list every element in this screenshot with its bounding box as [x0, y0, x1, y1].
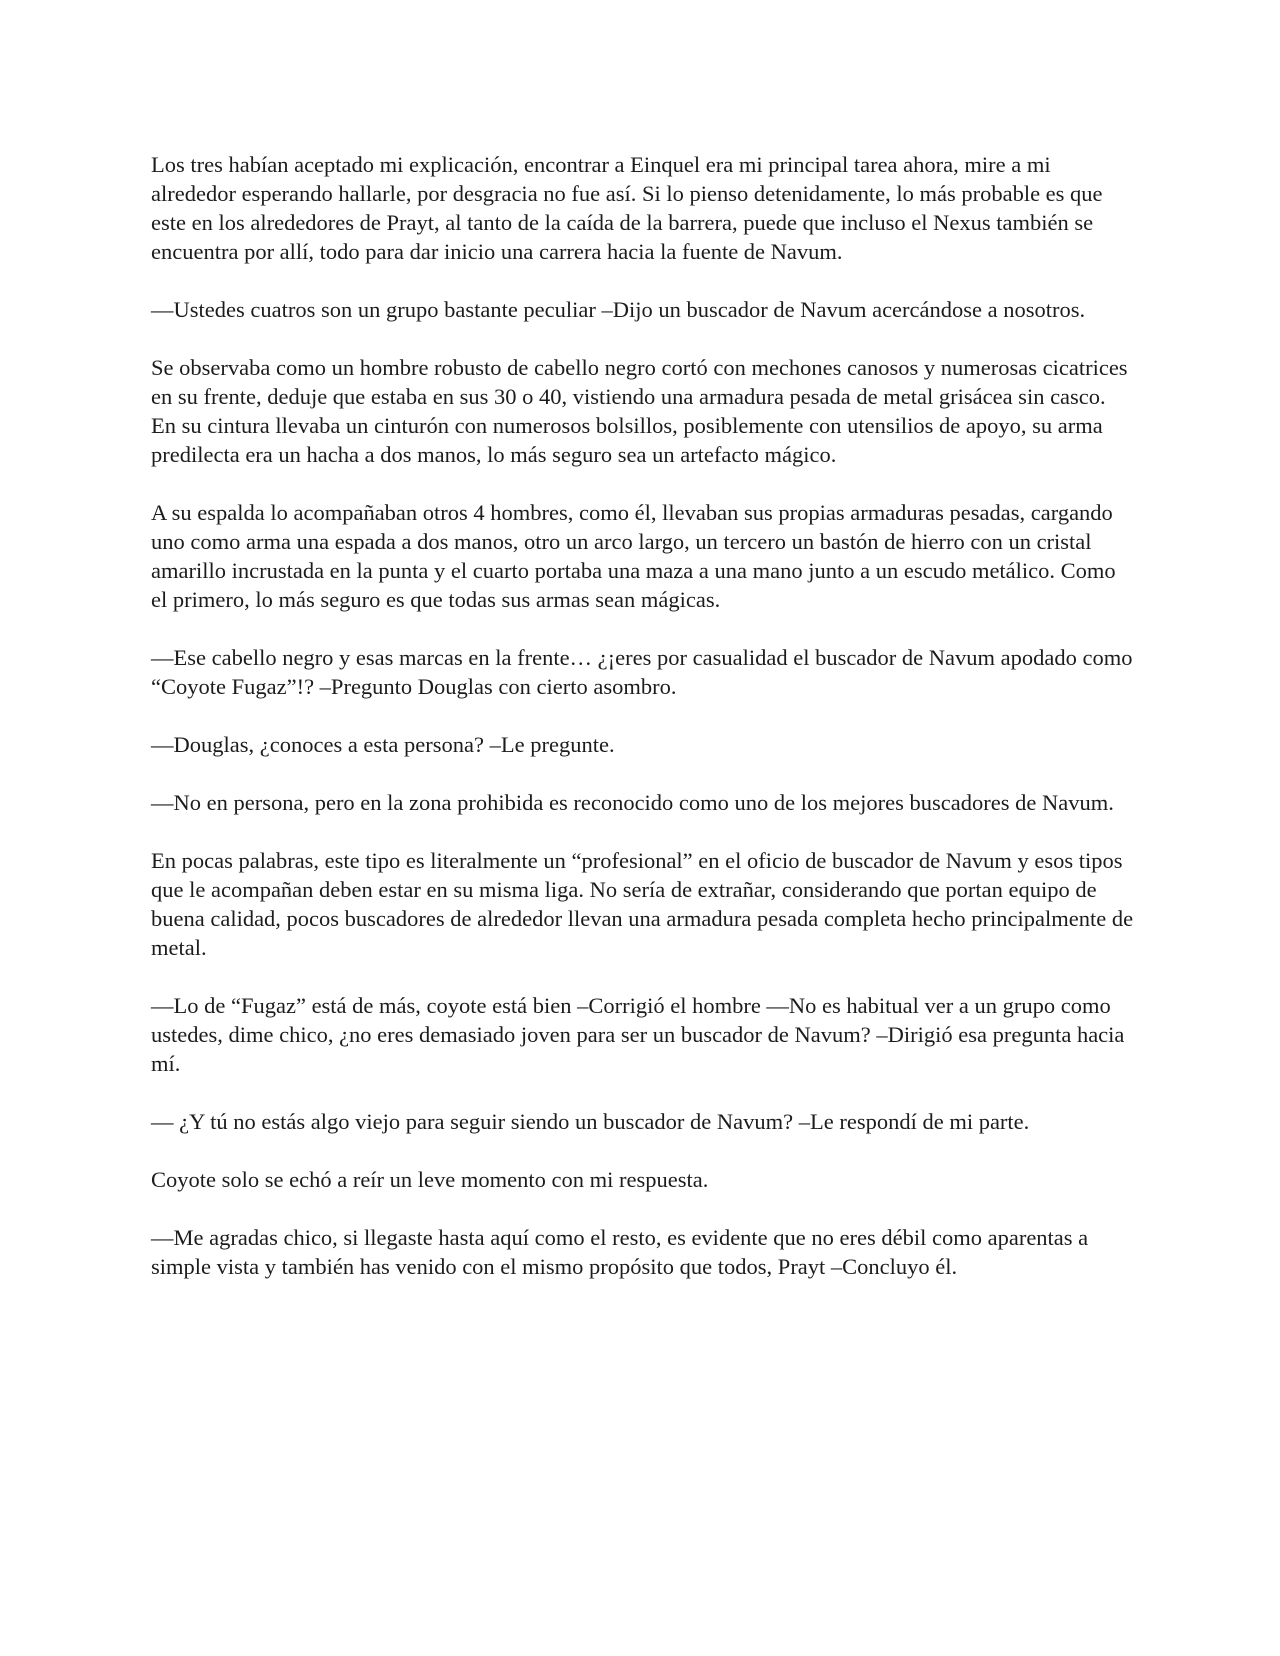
paragraph-6: —Douglas, ¿conoces a esta persona? –Le pregunte. [151, 732, 615, 757]
paragraph-3: Se observaba como un hombre robusto de cabello negro cortó con mechones canosos y numerosas cicatrices en su frente, deduje que estaba en sus 30 o 40, vistiendo una armadura pesada de metal grisácea sin casco. En su cintura llevaba un cinturón con numerosos bolsillos, posiblemente con utensilios de apoyo, su arma predilecta era un hacha a dos manos, lo más seguro sea un artefacto mágico. [151, 355, 1128, 467]
paragraph-11: Coyote solo se echó a reír un leve momento con mi respuesta. [151, 1167, 709, 1192]
paragraph-10: — ¿Y tú no estás algo viejo para seguir siendo un buscador de Navum? –Le respondí de mi parte. [151, 1109, 1030, 1134]
paragraph-12: —Me agradas chico, si llegaste hasta aquí como el resto, es evidente que no eres débil como aparentas a simple vista y también has venido con el mismo propósito que todos, Prayt –Concluyo él. [151, 1225, 1089, 1279]
paragraph-7: —No en persona, pero en la zona prohibida es reconocido como uno de los mejores buscadores de Navum. [151, 790, 1114, 815]
paragraph-1: Los tres habían aceptado mi explicación, encontrar a Einquel era mi principal tarea ahora, mire a mi alrededor esperando hallarle, por desgracia no fue así. Si lo pienso detenidamente, lo más probable es que este en los alrededores de Prayt, al tanto de la caída de la barrera, puede que incluso el Nexus también se encuentra por allí, todo para dar inicio una carrera hacia la fuente de Navum. [151, 152, 1103, 264]
paragraph-2: —Ustedes cuatros son un grupo bastante peculiar –Dijo un buscador de Navum acercándose a nosotros. [151, 297, 1086, 322]
paragraph-4: A su espalda lo acompañaban otros 4 hombres, como él, llevaban sus propias armaduras pesadas, cargando uno como arma una espada a dos manos, otro un arco largo, un tercero un bastón de hierro con un cristal amarillo incrustada en la punta y el cuarto portaba una maza a una mano junto a un escudo metálico. Como el primero, lo más seguro es que todas sus armas sean mágicas. [151, 500, 1116, 612]
document-page [151, 150, 1136, 1310]
paragraph-8: En pocas palabras, este tipo es literalmente un “profesional” en el oficio de buscador de Navum y esos tipos que le acompañan deben estar en su misma liga. No sería de extrañar, considerando que portan equipo de buena calidad, pocos buscadores de alrededor llevan una armadura pesada completa hecho principalmente de metal. [151, 848, 1134, 960]
paragraph-5: —Ese cabello negro y esas marcas en la frente… ¿¡eres por casualidad el buscador de Navum apodado como “Coyote Fugaz”!? –Pregunto Douglas con cierto asombro. [151, 645, 1133, 699]
paragraph-9: —Lo de “Fugaz” está de más, coyote está bien –Corrigió el hombre —No es habitual ver a un grupo como ustedes, dime chico, ¿no eres demasiado joven para ser un buscador de Navum? –Dirigió esa pregunta hacia mí. [151, 993, 1125, 1076]
